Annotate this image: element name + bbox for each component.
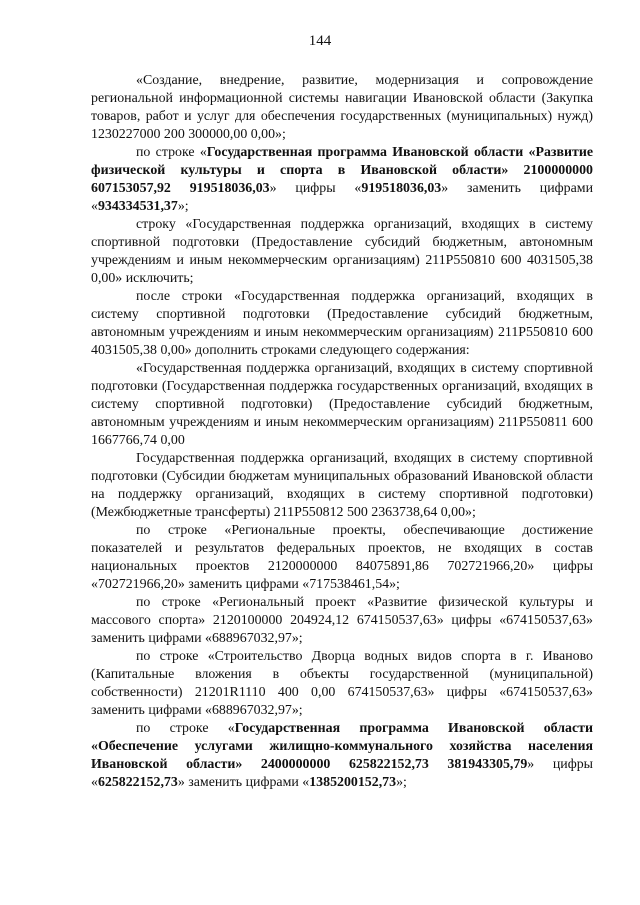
text-run: после строки «Государственная поддержка организаций, входящих в систему спортивной подготовки (Предоставление субсидий бюджетным, автономным учреждениям и иным некоммерческим организациям) 211P550810 600 4031505,38 0,00» дополнить строками следующего содержания: [91, 289, 593, 358]
text-run: » заменить цифрами « [177, 775, 310, 790]
document-body [91, 72, 593, 792]
bold-text-run: Государственная программа Ивановской области «Обеспечение услугами жилищно-коммунального хозяйства населения Ивановской области» 2400000000 625822152,73 381943305,79 [91, 721, 593, 772]
text-run: по строке «Региональные проекты, обеспечивающие достижение показателей и результатов федеральных проектов, не входящих в состав национальных проектов 2120000000 84075891,86 702721966,20» цифры «702721966,20» заменить цифрами «717538461,54»; [91, 523, 593, 592]
paragraph [91, 450, 593, 522]
text-run: »; [396, 775, 407, 790]
bold-text-run: 625822152,73 [97, 775, 178, 790]
text-run: «Создание, внедрение, развитие, модернизация и сопровождение региональной информационной системы навигации Ивановской области (Закупка товаров, работ и услуг для обеспечения государственных (муниципальных) нужд) 1230227000 200 300000,00 0,00»; [91, 73, 593, 142]
text-run: по строке «Региональный проект «Развитие физической культуры и массового спорта» 2120100000 204924,12 674150537,63» цифры «674150537,63» заменить цифрами «688967032,97»; [91, 595, 593, 646]
paragraph [91, 648, 593, 720]
text-run: Государственная поддержка организаций, входящих в систему спортивной подготовки (Субсидии бюджетам муниципальных образований Ивановской области на поддержку организаций, входящих в систему спортивной подготовки) (Межбюджетные трансферты) 211P550812 500 2363738,64 0,00»; [91, 451, 593, 520]
bold-text-run: 1385200152,73 [309, 775, 397, 790]
bold-text-run: Государственная программа Ивановской области «Развитие физической культуры и спорта в Ивановской области» 2100000000 607153057,92 919518036,03 [91, 145, 593, 196]
paragraph [91, 288, 593, 360]
text-run: по строке « [136, 721, 235, 736]
text-run: » цифры « [269, 181, 362, 196]
text-run: по строке «Строительство Дворца водных видов спорта в г. Иваново (Капитальные вложения в объекты государственной (муниципальной) собственности) 21201R1110 400 0,00 674150537,63» цифры «674150537,63» заменить цифрами «688967032,97»; [91, 649, 593, 718]
paragraph [91, 594, 593, 648]
paragraph [91, 144, 593, 216]
paragraph [91, 360, 593, 450]
paragraph [91, 216, 593, 288]
paragraph [91, 522, 593, 594]
page-number: 144 [308, 33, 332, 49]
paragraph [91, 720, 593, 792]
text-run: »; [177, 199, 189, 214]
paragraph [91, 72, 593, 144]
text-run: «Государственная поддержка организаций, входящих в систему спортивной подготовки (Государственная поддержка государственных организаций, входящих в систему спортивной подготовки) (Предоставление субсидий бюджетным, автономным учреждениям и иным некоммерческим организациям) 211P550811 600 1667766,74 0,00 [91, 361, 593, 448]
text-run: строку «Государственная поддержка организаций, входящих в систему спортивной подготовки (Предоставление субсидий бюджетным, автономным учреждениям и иным некоммерческим организациям) 211P550810 600 4031505,38 0,00» исключить; [91, 217, 593, 286]
text-run: по строке « [136, 145, 207, 160]
text-run: » заменить цифрами « [91, 181, 593, 214]
bold-text-run: 934334531,37 [97, 199, 178, 214]
bold-text-run: 919518036,03 [361, 181, 442, 196]
text-run: » цифры « [91, 757, 593, 790]
